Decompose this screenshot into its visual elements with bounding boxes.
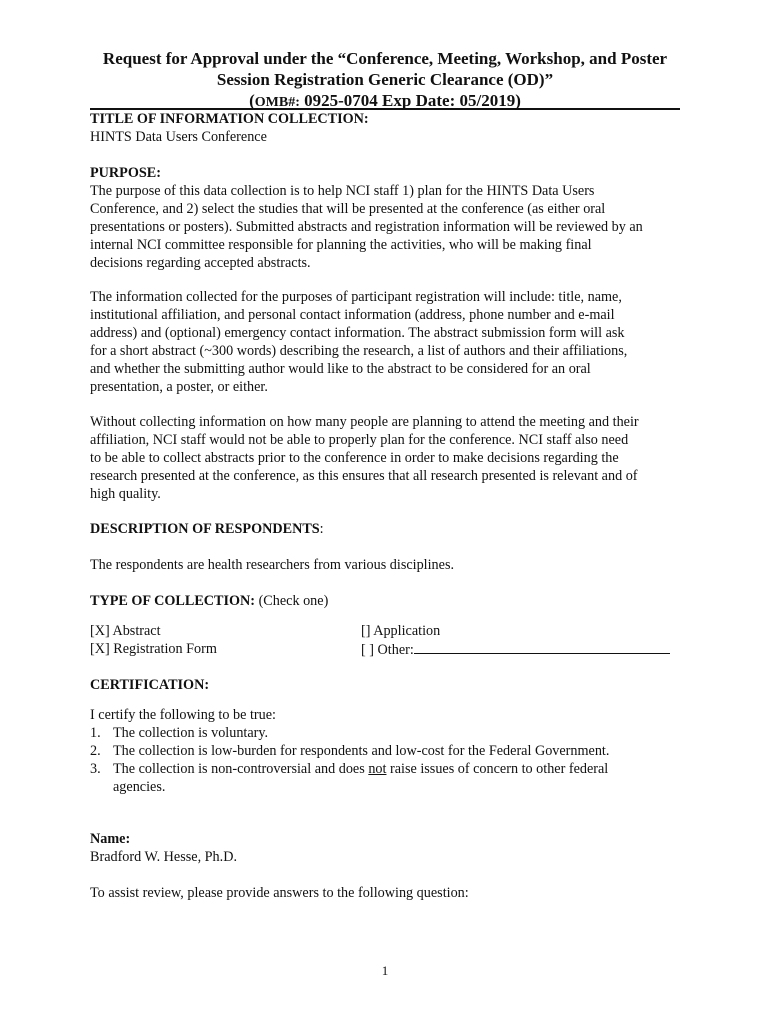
signer-section — [90, 830, 685, 866]
collection-type-hint: (Check one) — [255, 593, 329, 609]
title-of-collection-section — [90, 110, 685, 146]
closing-text: To assist review, please provide answers to the following question: — [90, 885, 469, 901]
collection-type-heading: TYPE OF COLLECTION: — [90, 593, 256, 609]
text-line: high quality. — [90, 486, 161, 502]
certification-heading: CERTIFICATION: — [90, 677, 210, 693]
signer-name: Bradford W. Hesse, Ph.D. — [90, 849, 237, 865]
purpose-section — [90, 164, 685, 272]
text-line: and whether the submitting author would like to the abstract to be considered for an oral — [90, 361, 591, 377]
other-blank-field[interactable] — [414, 640, 670, 654]
title-of-collection-heading: TITLE OF INFORMATION COLLECTION: — [90, 111, 369, 127]
list-text-part: The collection is non-controversial and does — [113, 761, 369, 777]
purpose-paragraph-3 — [90, 413, 685, 503]
text-line: Conference, and 2) select the studies that will be presented at the conference (as either oral — [90, 201, 606, 217]
signer-label: Name: — [90, 831, 131, 847]
purpose-paragraph-2 — [90, 288, 685, 396]
checkbox-other-label: [ ] Other: — [361, 642, 414, 658]
text-line: presentation, a poster, or either. — [90, 379, 268, 395]
list-text — [113, 761, 608, 777]
list-item — [90, 742, 685, 760]
text-line: address) and (optional) emergency contact information. The abstract submission form will ask — [90, 325, 625, 341]
list-item — [90, 760, 685, 796]
collection-type-heading-row — [90, 592, 685, 610]
purpose-paragraph-1 — [90, 182, 685, 272]
title-of-collection-value: HINTS Data Users Conference — [90, 129, 267, 145]
list-number: 2. — [90, 743, 101, 759]
omb-open-paren: ( — [249, 91, 255, 110]
omb-label: OMB#: — [254, 95, 300, 110]
text-line: The information collected for the purposes of participant registration will include: title, name, — [90, 289, 622, 305]
certification-section — [90, 706, 685, 796]
title-line-1: Request for Approval under the “Conference, Meeting, Workshop, and Poster — [102, 49, 668, 68]
title-line-2: Session Registration Generic Clearance (OD)” — [216, 70, 554, 89]
checkbox-registration-form[interactable]: [X] Registration Form — [90, 641, 217, 657]
text-line: The purpose of this data collection is to help NCI staff 1) plan for the HINTS Data Users — [90, 183, 595, 199]
list-number: 3. — [90, 761, 101, 777]
text-line: decisions regarding accepted abstracts. — [90, 255, 311, 271]
page-number: 1 — [381, 963, 389, 978]
text-line: Without collecting information on how many people are planning to attend the meeting and their — [90, 414, 639, 430]
list-text-continuation: agencies. — [113, 779, 166, 795]
certification-intro: I certify the following to be true: — [90, 707, 276, 723]
respondents-text: The respondents are health researchers from various disciplines. — [90, 557, 455, 573]
emphasis-not: not — [368, 761, 387, 777]
text-line: affiliation, NCI staff would not be able to properly plan for the conference. NCI staff also need — [90, 432, 629, 448]
text-line: to be able to collect abstracts prior to the conference in order to make decisions regarding the — [90, 450, 619, 466]
checkbox-abstract[interactable]: [X] Abstract — [90, 623, 161, 639]
respondents-heading: DESCRIPTION OF RESPONDENTS — [90, 521, 320, 537]
list-text: The collection is low-burden for respondents and low-cost for the Federal Government. — [113, 743, 610, 759]
omb-number-exp-date: 0925-0704 Exp Date: 05/2019) — [299, 91, 521, 110]
list-text: The collection is voluntary. — [113, 725, 269, 741]
text-line: presentations or posters). Submitted abstracts and registration information will be reviewed by an — [90, 219, 643, 235]
text-line: for a short abstract (~300 words) describing the research, a list of authors and their affiliations, — [90, 343, 628, 359]
checkbox-other[interactable] — [361, 640, 670, 659]
respondents-heading-row — [90, 520, 685, 538]
certification-list — [90, 724, 685, 796]
checkbox-application[interactable]: [] Application — [361, 623, 441, 639]
respondents-colon: : — [319, 521, 324, 537]
document-title — [90, 48, 680, 113]
text-line: institutional affiliation, and personal contact information (address, phone number and e-mail — [90, 307, 615, 323]
list-number: 1. — [90, 725, 101, 741]
text-line: internal NCI committee responsible for planning the activities, who will be making final — [90, 237, 592, 253]
text-line: research presented at the conference, as this ensures that all research presented is relevant and of — [90, 468, 638, 484]
list-item — [90, 724, 685, 742]
purpose-heading: PURPOSE: — [90, 165, 161, 181]
list-text-part: raise issues of concern to other federal — [386, 761, 609, 777]
